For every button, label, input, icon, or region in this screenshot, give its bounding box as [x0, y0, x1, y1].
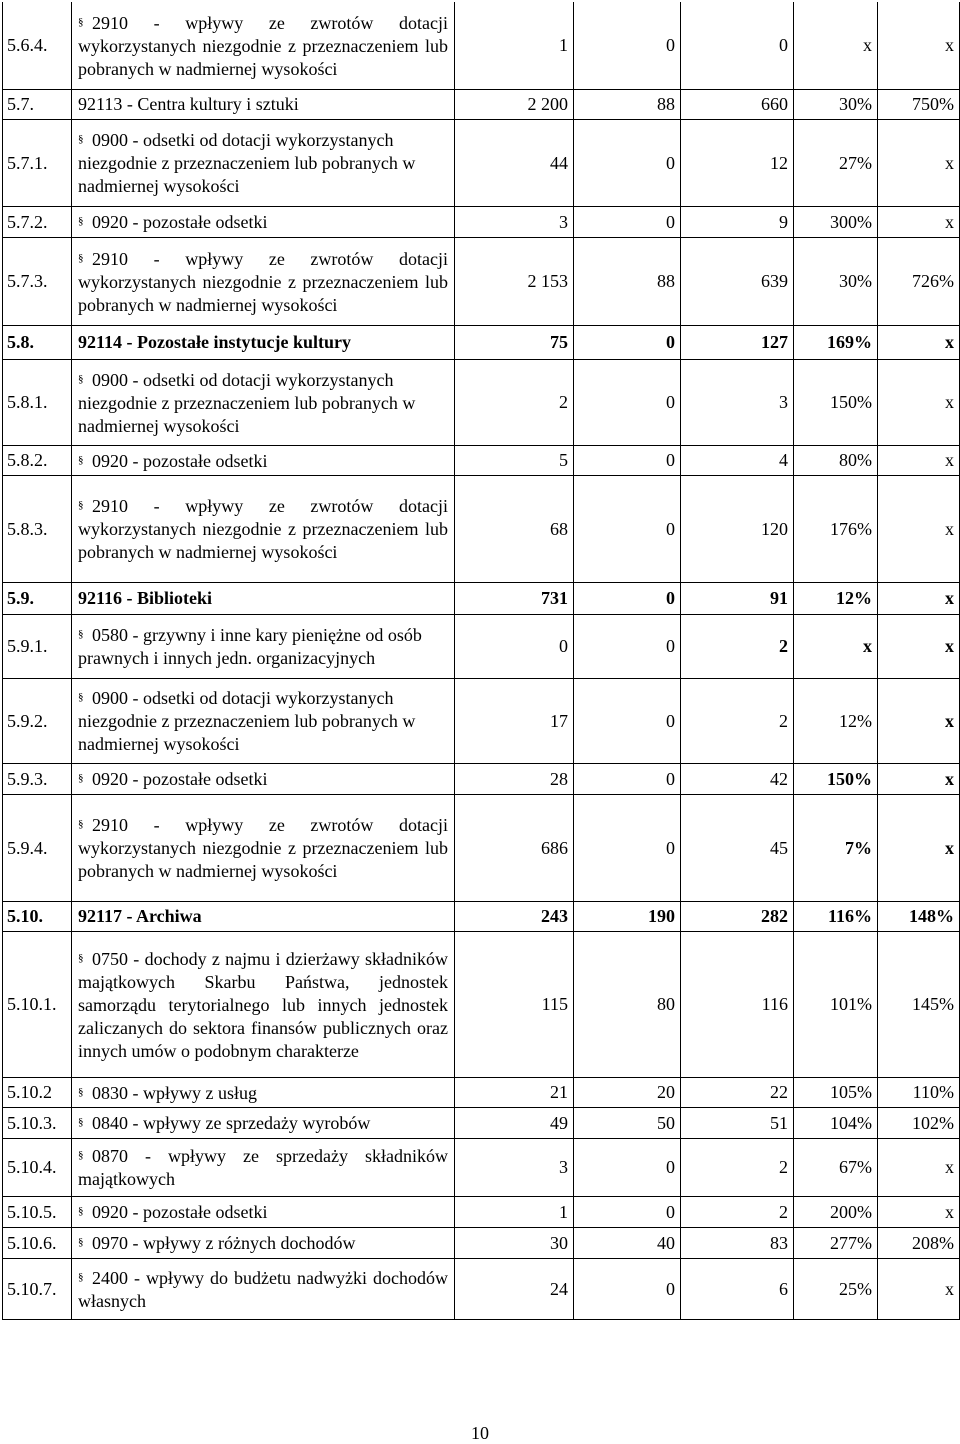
row-description: [72, 679, 455, 763]
description-text: 0870 - wpływy ze sprzedaży składników majątkowych: [78, 1146, 448, 1189]
row-number: 5.9.: [3, 583, 72, 614]
value-cell-3: 22: [681, 1078, 794, 1107]
table-row: [3, 583, 959, 615]
value-cell-4: 101%: [794, 932, 878, 1077]
value-cell-1: 731: [455, 583, 574, 614]
table-row: [3, 238, 959, 326]
value-cell-4: 150%: [794, 360, 878, 445]
row-description: [72, 1108, 455, 1138]
value-cell-4: 150%: [794, 764, 878, 794]
description-text: 0580 - grzywny i inne kary pieniężne od osób prawnych i innych jedn. organizacyjnych: [78, 625, 422, 668]
row-description: [72, 932, 455, 1077]
value-cell-3: 12: [681, 120, 794, 206]
value-cell-1: 3: [455, 207, 574, 237]
value-cell-1: 2: [455, 360, 574, 445]
table-row: [3, 360, 959, 446]
value-cell-3: 116: [681, 932, 794, 1077]
section-bullet-icon: §: [78, 951, 84, 964]
row-description: [72, 764, 455, 794]
value-cell-4: 25%: [794, 1259, 878, 1319]
value-cell-5: 208%: [912, 1232, 954, 1253]
description-text: 0900 - odsetki od dotacji wykorzystanych niezgodnie z przeznaczeniem lub pobranych w nadmiernej wysokości: [78, 130, 416, 196]
table-row: [3, 326, 959, 360]
value-cell-4: x: [794, 2, 878, 89]
value-cell-3: 45: [681, 795, 794, 901]
value-cell-2: 0: [574, 615, 681, 678]
value-cell-5: x: [945, 710, 954, 731]
value-cell-5: 145%: [912, 994, 954, 1014]
value-cell-4: 12%: [794, 679, 878, 763]
value-cell-2: 0: [574, 764, 681, 794]
value-cell-4: 105%: [794, 1078, 878, 1107]
row-description: [72, 1139, 455, 1196]
value-cell-5: x: [945, 392, 954, 412]
row-number: 5.9.1.: [3, 615, 72, 678]
table-row: [3, 679, 959, 764]
description-text: 92116 - Biblioteki: [78, 588, 213, 608]
value-cell-5: x: [945, 450, 954, 470]
table-row: [3, 902, 959, 932]
row-number: 5.7.2.: [3, 207, 72, 237]
description-text: 0840 - wpływy ze sprzedaży wyrobów: [92, 1113, 371, 1133]
value-cell-2: 88: [574, 238, 681, 325]
row-description: [72, 583, 455, 614]
section-bullet-icon: §: [78, 499, 84, 511]
value-cell-4: 116%: [794, 902, 878, 931]
value-cell-3: 0: [681, 2, 794, 89]
value-cell-2: 88: [574, 90, 681, 119]
section-bullet-icon: §: [78, 772, 84, 784]
value-cell-4: 27%: [794, 120, 878, 206]
row-description: [72, 90, 455, 119]
value-cell-5: 750%: [912, 94, 954, 114]
table-row: [3, 476, 959, 583]
value-cell-3: 2: [681, 679, 794, 763]
value-cell-2: 50: [574, 1108, 681, 1138]
description-text: 0830 - wpływy z usług: [92, 1082, 257, 1103]
value-cell-1: 49: [455, 1108, 574, 1138]
value-cell-1: 1: [455, 1197, 574, 1227]
value-cell-3: 2: [681, 1197, 794, 1227]
description-text: 0900 - odsetki od dotacji wykorzystanych niezgodnie z przeznaczeniem lub pobranych w nadmiernej wysokości: [78, 688, 416, 754]
value-cell-2: 0: [574, 120, 681, 206]
row-description: [72, 2, 455, 89]
value-cell-4: 169%: [794, 326, 878, 359]
section-bullet-icon: §: [78, 1270, 84, 1283]
description-text: 0920 - pozostałe odsetki: [92, 212, 268, 232]
row-number: 5.10.: [3, 902, 72, 931]
table-row: [3, 446, 959, 476]
row-description: [72, 207, 455, 237]
value-cell-1: 21: [455, 1078, 574, 1107]
row-number: 5.10.2: [3, 1078, 72, 1107]
value-cell-3: 42: [681, 764, 794, 794]
row-description: [72, 615, 455, 678]
section-bullet-icon: §: [78, 215, 84, 227]
row-description: [72, 238, 455, 325]
row-number: 5.10.3.: [3, 1108, 72, 1138]
value-cell-3: 120: [681, 476, 794, 582]
value-cell-2: 0: [574, 1259, 681, 1319]
value-cell-2: 0: [574, 1197, 681, 1227]
section-bullet-icon: §: [78, 1116, 84, 1128]
section-bullet-icon: §: [78, 133, 84, 145]
value-cell-3: 6: [681, 1259, 794, 1319]
value-cell-3: 639: [681, 238, 794, 325]
value-cell-1: 28: [455, 764, 574, 794]
value-cell-1: 2 153: [455, 238, 574, 325]
section-bullet-icon: §: [78, 453, 84, 466]
value-cell-4: 12%: [794, 583, 878, 614]
value-cell-4: 7%: [794, 795, 878, 901]
value-cell-4: 30%: [794, 238, 878, 325]
table-row: [3, 1139, 959, 1197]
description-text: 0970 - wpływy z różnych dochodów: [92, 1233, 356, 1253]
value-cell-2: 0: [574, 360, 681, 445]
table-row: [3, 764, 959, 795]
section-bullet-icon: §: [78, 818, 84, 830]
row-number: 5.10.1.: [3, 932, 72, 1077]
value-cell-4: x: [794, 615, 878, 678]
description-text: 92113 - Centra kultury i sztuki: [78, 94, 299, 114]
table-row: [3, 207, 959, 238]
section-bullet-icon: §: [78, 628, 84, 640]
row-description: [72, 1197, 455, 1227]
value-cell-2: 40: [574, 1228, 681, 1258]
value-cell-1: 2 200: [455, 90, 574, 119]
row-description: [72, 476, 455, 582]
value-cell-3: 3: [681, 360, 794, 445]
table-row: [3, 1197, 959, 1228]
value-cell-2: 0: [574, 679, 681, 763]
row-description: [72, 326, 455, 359]
table-row: [3, 90, 959, 120]
value-cell-2: 0: [574, 2, 681, 89]
row-number: 5.8.1.: [3, 360, 72, 445]
value-cell-3: 4: [681, 446, 794, 475]
section-bullet-icon: §: [78, 15, 84, 28]
row-description: [72, 795, 455, 901]
value-cell-5: 726%: [912, 271, 954, 291]
value-cell-1: 44: [455, 120, 574, 206]
value-cell-1: 24: [455, 1259, 574, 1319]
value-cell-2: 0: [574, 583, 681, 614]
section-bullet-icon: §: [78, 691, 84, 703]
page-number: 10: [471, 1423, 489, 1443]
value-cell-4: 300%: [794, 207, 878, 237]
value-cell-2: 0: [574, 476, 681, 582]
value-cell-5: x: [945, 1278, 954, 1299]
row-description: [72, 120, 455, 206]
table-row: [3, 1228, 959, 1259]
table-row: [3, 932, 959, 1078]
row-number: 5.8.2.: [3, 446, 72, 475]
value-cell-5: x: [945, 768, 954, 789]
description-text: 0920 - pozostałe odsetki: [92, 1202, 268, 1222]
table-row: [3, 795, 959, 902]
row-number: 5.10.6.: [3, 1228, 72, 1258]
value-cell-1: 75: [455, 326, 574, 359]
row-description: [72, 1228, 455, 1258]
section-bullet-icon: §: [78, 372, 84, 385]
description-text: 2910 - wpływy ze zwrotów dotacji wykorzystanych niezgodnie z przeznaczeniem lub pobranych w nadmiernej wysokości: [78, 496, 448, 562]
section-bullet-icon: §: [78, 1236, 84, 1248]
value-cell-4: 30%: [794, 90, 878, 119]
row-description: [72, 1078, 455, 1107]
row-description: [72, 902, 455, 931]
value-cell-2: 0: [574, 1139, 681, 1196]
row-number: 5.9.4.: [3, 795, 72, 901]
value-cell-3: 2: [681, 615, 794, 678]
value-cell-2: 0: [574, 795, 681, 901]
value-cell-3: 9: [681, 207, 794, 237]
section-bullet-icon: §: [78, 1205, 84, 1217]
value-cell-1: 115: [455, 932, 574, 1077]
description-text: 0750 - dochody z najmu i dzierżawy składników majątkowych Skarbu Państwa, jednostek samorządu terytorialnego lub innych jednostek zaliczanych do sektora finansów publicznych oraz innych umów o podobnym charakterze: [78, 948, 448, 1061]
value-cell-5: 148%: [909, 906, 954, 926]
row-number: 5.8.: [3, 326, 72, 359]
value-cell-4: 176%: [794, 476, 878, 582]
value-cell-5: x: [945, 332, 954, 352]
value-cell-5: x: [945, 588, 954, 608]
description-text: 92117 - Archiwa: [78, 906, 202, 926]
row-description: [72, 446, 455, 475]
value-cell-1: 0: [455, 615, 574, 678]
value-cell-3: 2: [681, 1139, 794, 1196]
row-number: 5.9.3.: [3, 764, 72, 794]
row-number: 5.10.5.: [3, 1197, 72, 1227]
value-cell-1: 30: [455, 1228, 574, 1258]
row-description: [72, 360, 455, 445]
description-text: 2910 - wpływy ze zwrotów dotacji wykorzystanych niezgodnie z przeznaczeniem lub pobranych w nadmiernej wysokości: [78, 248, 448, 315]
table-row: [3, 615, 959, 679]
value-cell-2: 190: [574, 902, 681, 931]
value-cell-2: 0: [574, 326, 681, 359]
value-cell-4: 67%: [794, 1139, 878, 1196]
value-cell-3: 282: [681, 902, 794, 931]
value-cell-1: 243: [455, 902, 574, 931]
table-row: [3, 1078, 959, 1108]
value-cell-5: 102%: [912, 1112, 954, 1133]
value-cell-5: x: [945, 837, 954, 858]
value-cell-5: x: [945, 636, 954, 656]
value-cell-4: 80%: [794, 446, 878, 475]
row-number: 5.6.4.: [3, 2, 72, 89]
value-cell-5: x: [945, 518, 954, 539]
description-text: 0920 - pozostałe odsetki: [92, 450, 268, 471]
section-bullet-icon: §: [78, 1085, 84, 1098]
value-cell-5: 110%: [912, 1082, 954, 1102]
value-cell-1: 68: [455, 476, 574, 582]
row-number: 5.7.3.: [3, 238, 72, 325]
row-number: 5.10.7.: [3, 1259, 72, 1319]
value-cell-2: 20: [574, 1078, 681, 1107]
value-cell-2: 0: [574, 446, 681, 475]
row-number: 5.8.3.: [3, 476, 72, 582]
value-cell-3: 51: [681, 1108, 794, 1138]
budget-table: [2, 2, 960, 1320]
description-text: 2400 - wpływy do budżetu nadwyżki dochodów własnych: [78, 1267, 448, 1311]
value-cell-5: x: [945, 1201, 954, 1222]
section-bullet-icon: §: [78, 1149, 84, 1161]
value-cell-5: x: [945, 35, 954, 55]
description-text: 0900 - odsetki od dotacji wykorzystanych niezgodnie z przeznaczeniem lub pobranych w nadmiernej wysokości: [78, 369, 416, 436]
value-cell-1: 1: [455, 2, 574, 89]
description-text: 2910 - wpływy ze zwrotów dotacji wykorzystanych niezgodnie z przeznaczeniem lub pobranych w nadmiernej wysokości: [78, 815, 448, 881]
section-bullet-icon: §: [78, 251, 84, 264]
value-cell-1: 5: [455, 446, 574, 475]
value-cell-4: 277%: [794, 1228, 878, 1258]
value-cell-3: 83: [681, 1228, 794, 1258]
value-cell-2: 0: [574, 207, 681, 237]
value-cell-4: 200%: [794, 1197, 878, 1227]
description-text: 92114 - Pozostałe instytucje kultury: [78, 332, 351, 352]
description-text: 2910 - wpływy ze zwrotów dotacji wykorzystanych niezgodnie z przeznaczeniem lub pobranych w nadmiernej wysokości: [78, 12, 448, 79]
table-row: [3, 1108, 959, 1139]
row-number: 5.7.1.: [3, 120, 72, 206]
table-row: [3, 2, 959, 90]
row-number: 5.9.2.: [3, 679, 72, 763]
row-description: [72, 1259, 455, 1319]
value-cell-1: 686: [455, 795, 574, 901]
table-row: [3, 1259, 959, 1320]
value-cell-2: 80: [574, 932, 681, 1077]
value-cell-1: 17: [455, 679, 574, 763]
row-number: 5.7.: [3, 90, 72, 119]
value-cell-3: 127: [681, 326, 794, 359]
description-text: 0920 - pozostałe odsetki: [92, 769, 268, 789]
value-cell-5: x: [945, 1157, 954, 1177]
table-row: [3, 120, 959, 207]
row-number: 5.10.4.: [3, 1139, 72, 1196]
value-cell-3: 91: [681, 583, 794, 614]
value-cell-4: 104%: [794, 1108, 878, 1138]
value-cell-5: x: [945, 152, 954, 173]
value-cell-3: 660: [681, 90, 794, 119]
value-cell-5: x: [945, 211, 954, 232]
value-cell-1: 3: [455, 1139, 574, 1196]
